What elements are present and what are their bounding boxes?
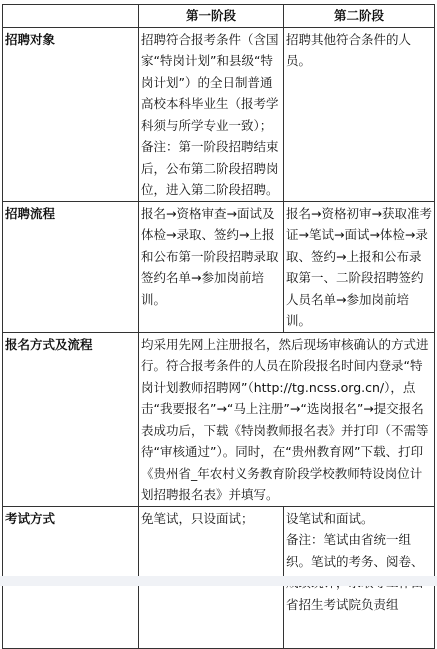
header-stage2: 第二阶段 [284, 5, 435, 28]
header-stage1: 第一阶段 [139, 5, 284, 28]
stage1-cell: 免笔试，只设面试； [139, 506, 284, 648]
table-row-recruitment-target [3, 27, 435, 201]
page-bottom-band [0, 576, 437, 586]
header-empty-cell [3, 5, 139, 28]
table-row-recruitment-process [3, 201, 435, 332]
recruitment-table [2, 4, 435, 649]
stage1-note: 备注：第一阶段招聘结束后，公布第二阶段招聘岗位，进入第二阶段招聘。 [141, 139, 279, 197]
stage1-cell: 报名→资格审查→面试及体检→录取、签约→上报和公布第一阶段招聘录取签约名单→参加岗前培训。 [139, 201, 284, 332]
stage2-cell: 招聘其他符合条件的人员。 [284, 27, 435, 201]
merged-cell: 均采用先网上注册报名，然后现场审核确认的方式进行。符合报考条件的人员在阶段报名时间内登录“特岗计划教师招聘网”（http://tg.ncss.org.cn/），点击“我要报名”→“马上注册”→“选岗报名”→提交报名表成功后，下载《特岗教师报名表》并打印（不需等待“审核通过”）。同时，在“贵州教育网”下载、打印《贵州省_年农村义务教育阶段学校教师特设岗位计划招聘报名表》并填写。 [139, 332, 435, 506]
table-header-row [3, 5, 435, 28]
row-label: 考试方式 [3, 506, 139, 648]
row-label: 报名方式及流程 [3, 332, 139, 506]
stage1-cell [139, 27, 284, 201]
row-label: 招聘对象 [3, 27, 139, 201]
row-label: 招聘流程 [3, 201, 139, 332]
stage2-note: 备注：笔试由省统一组织。笔试的考务、阅卷、 省招生考试院负责组 [286, 532, 424, 612]
stage2-text: 设笔试和面试。 [286, 510, 374, 526]
stage1-text: 招聘符合报考条件（含国家“特岗计划”和县级“特岗计划”）的全日制普通高校本科毕业生（报考学科须与所学专业一致）； [141, 31, 279, 133]
stage2-cell: 报名→资格初审→获取准考证→笔试→面试→体检→录取、签约→上报和公布录取第一、二阶段招聘签约人员名单→参加岗前培训。 [284, 201, 435, 332]
table-row-application-method [3, 332, 435, 506]
